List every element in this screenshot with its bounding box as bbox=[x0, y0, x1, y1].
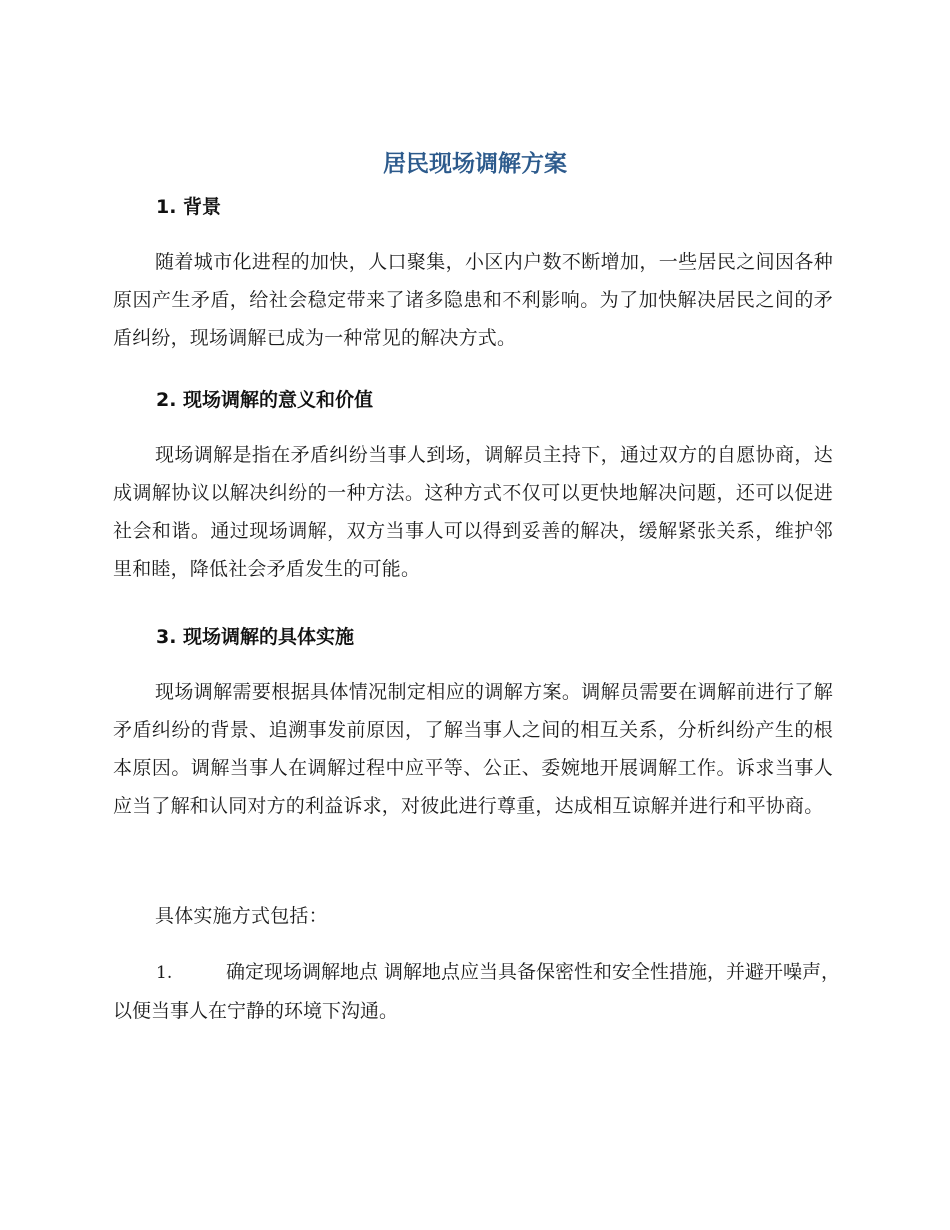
section-background-paragraph: 随着城市化进程的加快，人口聚集，小区内户数不断增加，一些居民之间因各种原因产生矛盾，给社会稳定带来了诸多隐患和不利影响。为了加快解决居民之间的矛盾纠纷，现场调解已成为一种常见的解决方式。 bbox=[113, 251, 833, 349]
list-item-text: 确定现场调解地点 调解地点应当具备保密性和安全性措施，并避开噪声，以便当事人在宁静的环境下沟通。 bbox=[113, 961, 841, 1022]
section-implementation-paragraph: 现场调解需要根据具体情况制定相应的调解方案。调解员需要在调解前进行了解矛盾纠纷的背景、追溯事发前原因，了解当事人之间的相互关系，分析纠纷产生的根本原因。调解当事人在调解过程中应平等、公正、委婉地开展调解工作。诉求当事人应当了解和认同对方的利益诉求，对彼此进行尊重，达成相互谅解并进行和平协商。 bbox=[113, 681, 833, 817]
list-item bbox=[113, 953, 843, 1030]
section-heading-background: 1. 背景 bbox=[156, 196, 222, 218]
list-item-number: 1. bbox=[156, 963, 173, 983]
section-significance-paragraph: 现场调解是指在矛盾纠纷当事人到场，调解员主持下，通过双方的自愿协商，达成调解协议以解决纠纷的一种方法。这种方式不仅可以更快地解决问题，还可以促进社会和谐。通过现场调解，双方当事人可以得到妥善的解决，缓解紧张关系，维护邻里和睦，降低社会矛盾发生的可能。 bbox=[113, 444, 833, 580]
section-heading-implementation: 3. 现场调解的具体实施 bbox=[156, 626, 355, 648]
implementation-intro: 具体实施方式包括： bbox=[155, 905, 328, 927]
document-title: 居民现场调解方案 bbox=[383, 151, 567, 177]
section-heading-significance: 2. 现场调解的意义和价值 bbox=[156, 389, 374, 411]
